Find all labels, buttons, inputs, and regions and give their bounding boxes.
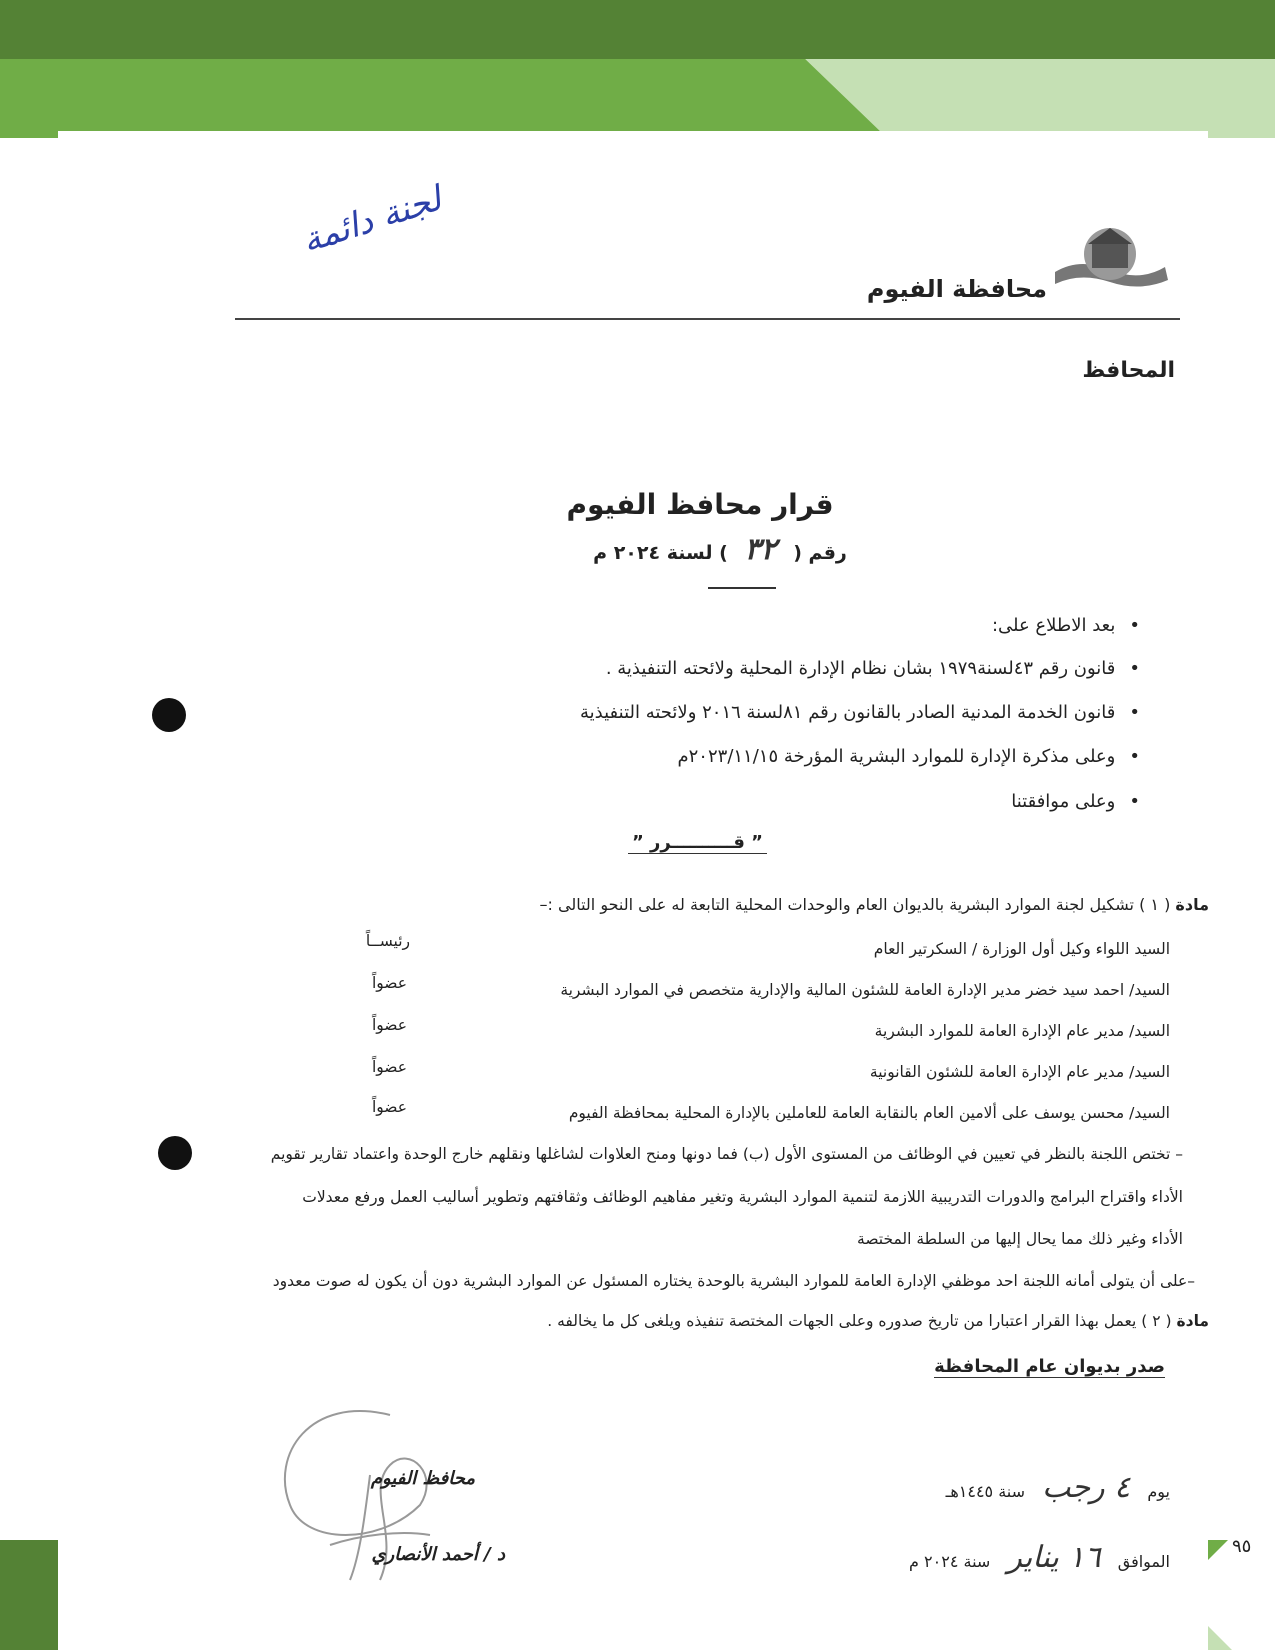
article2-text: ( ٢ ) يعمل بهذا القرار اعتبارا من تاريخ صدوره وعلى الجهات المختصة تنفيذه ويلغى كل ما يخالفه . xyxy=(547,1312,1172,1330)
emblem-icon xyxy=(1050,222,1170,292)
page-number: ٩٥ xyxy=(1232,1536,1252,1557)
punch-hole xyxy=(152,698,186,732)
member-name: السيد/ مدير عام الإدارة العامة للموارد البشرية xyxy=(874,1022,1170,1040)
preamble-item: • وعلى موافقتنا xyxy=(1011,791,1140,812)
footer-corner-marker-icon xyxy=(1208,1626,1232,1650)
member-role: عضواً xyxy=(371,1098,407,1116)
page-number-marker-icon xyxy=(1208,1540,1228,1560)
committee-powers-line: الأداء وغير ذلك مما يحال إليها من السلطة المختصة xyxy=(857,1230,1183,1248)
gregorian-day-month: ١٦ يناير xyxy=(1007,1540,1101,1575)
preamble-intro: • بعد الاطلاع على: xyxy=(992,615,1140,636)
office-title: المحافظ xyxy=(1082,358,1175,383)
decree-number-value: ٣٢ xyxy=(744,532,777,567)
member-role: عضواً xyxy=(371,1016,407,1034)
decided-heading: ” قــــــــــرر ” xyxy=(628,832,767,854)
article1-heading xyxy=(540,895,1209,914)
member-name: السيد اللواء وكيل أول الوزارة / السكرتير العام xyxy=(873,940,1170,958)
signatory-name: د / أحمد الأنصاري xyxy=(371,1544,505,1565)
header-band-light-shape xyxy=(0,59,1275,138)
footer-band-left xyxy=(0,1540,58,1650)
decree-number-prefix: رقم ( xyxy=(793,542,847,564)
article1-label: مادة xyxy=(1175,895,1209,914)
member-role: عضواً xyxy=(371,974,407,992)
scanned-document xyxy=(58,131,1208,1650)
article2 xyxy=(547,1312,1209,1330)
hijri-prefix: يوم xyxy=(1147,1482,1170,1501)
hijri-year: سنة ١٤٤٥هـ xyxy=(945,1482,1026,1501)
gregorian-prefix: الموافق xyxy=(1117,1552,1170,1571)
committee-powers-line: الأداء واقتراح البرامج والدورات التدريبية اللازمة لتنمية الموارد البشرية وتغير مفاهيم الوظائف وثقافتهم وتطوير أساليب العمل ورفع معدلات xyxy=(302,1188,1183,1206)
hijri-day-month: ٤ رجب xyxy=(1042,1470,1131,1505)
signatory-title: محافظ الفيوم xyxy=(370,1468,475,1489)
decree-title: قرار محافظ الفيوم xyxy=(566,488,834,521)
issued-statement: صدر بديوان عام المحافظة xyxy=(934,1356,1165,1377)
article1-text: ( ١ ) تشكيل لجنة الموارد البشرية بالديوان العام والوحدات المحلية التابعة له على النحو التالى :– xyxy=(539,895,1171,914)
member-name: السيد/ مدير عام الإدارة العامة للشئون القانونية xyxy=(869,1063,1170,1081)
member-role: عضواً xyxy=(371,1058,407,1076)
title-rule xyxy=(708,587,776,589)
hijri-date xyxy=(860,1470,1170,1505)
header-divider xyxy=(235,318,1180,320)
preamble-item: • قانون الخدمة المدنية الصادر بالقانون رقم ٨١لسنة ٢٠١٦ ولائحته التنفيذية xyxy=(580,702,1140,723)
decree-number-suffix: ) لسنة ٢٠٢٤ م xyxy=(593,542,728,564)
handwritten-note: لجنة دائمة xyxy=(297,178,447,262)
punch-hole xyxy=(158,1136,192,1170)
member-name: السيد/ احمد سيد خضر مدير الإدارة العامة للشئون المالية والإدارية متخصص في الموارد البشرية xyxy=(560,981,1170,999)
committee-powers-line: – تختص اللجنة بالنظر في تعيين في الوظائف من المستوى الأول (ب) فما دونها ومنح العلاوات لشاغلها ونقلهم خارج الوحدة واعتماد تقارير تقويم xyxy=(270,1145,1183,1163)
gregorian-year: سنة ٢٠٢٤ م xyxy=(909,1552,991,1571)
committee-secretary-line: –على أن يتولى أمانه اللجنة احد موظفي الإدارة العامة للموارد البشرية بالوحدة يختاره المسئول عن الموارد البشرية دون أن يكون له صوت معدود xyxy=(272,1272,1195,1290)
gregorian-date xyxy=(860,1540,1170,1575)
member-name: السيد/ محسن يوسف على ألامين العام بالنقابة العامة للعاملين بالإدارة المحلية بمحافظة الفيوم xyxy=(568,1104,1170,1122)
header-band-dark xyxy=(0,0,1275,59)
decree-number xyxy=(520,532,920,567)
member-role: رئيســاً xyxy=(365,932,410,950)
governorate-name: محافظة الفيوم xyxy=(866,275,1047,303)
preamble-item: • قانون رقم ٤٣لسنة١٩٧٩ بشان نظام الإدارة المحلية ولائحته التنفيذية . xyxy=(606,658,1140,679)
article2-label: مادة xyxy=(1176,1312,1209,1330)
preamble-item: • وعلى مذكرة الإدارة للموارد البشرية المؤرخة ٢٠٢٣/١١/١٥م xyxy=(677,746,1140,767)
